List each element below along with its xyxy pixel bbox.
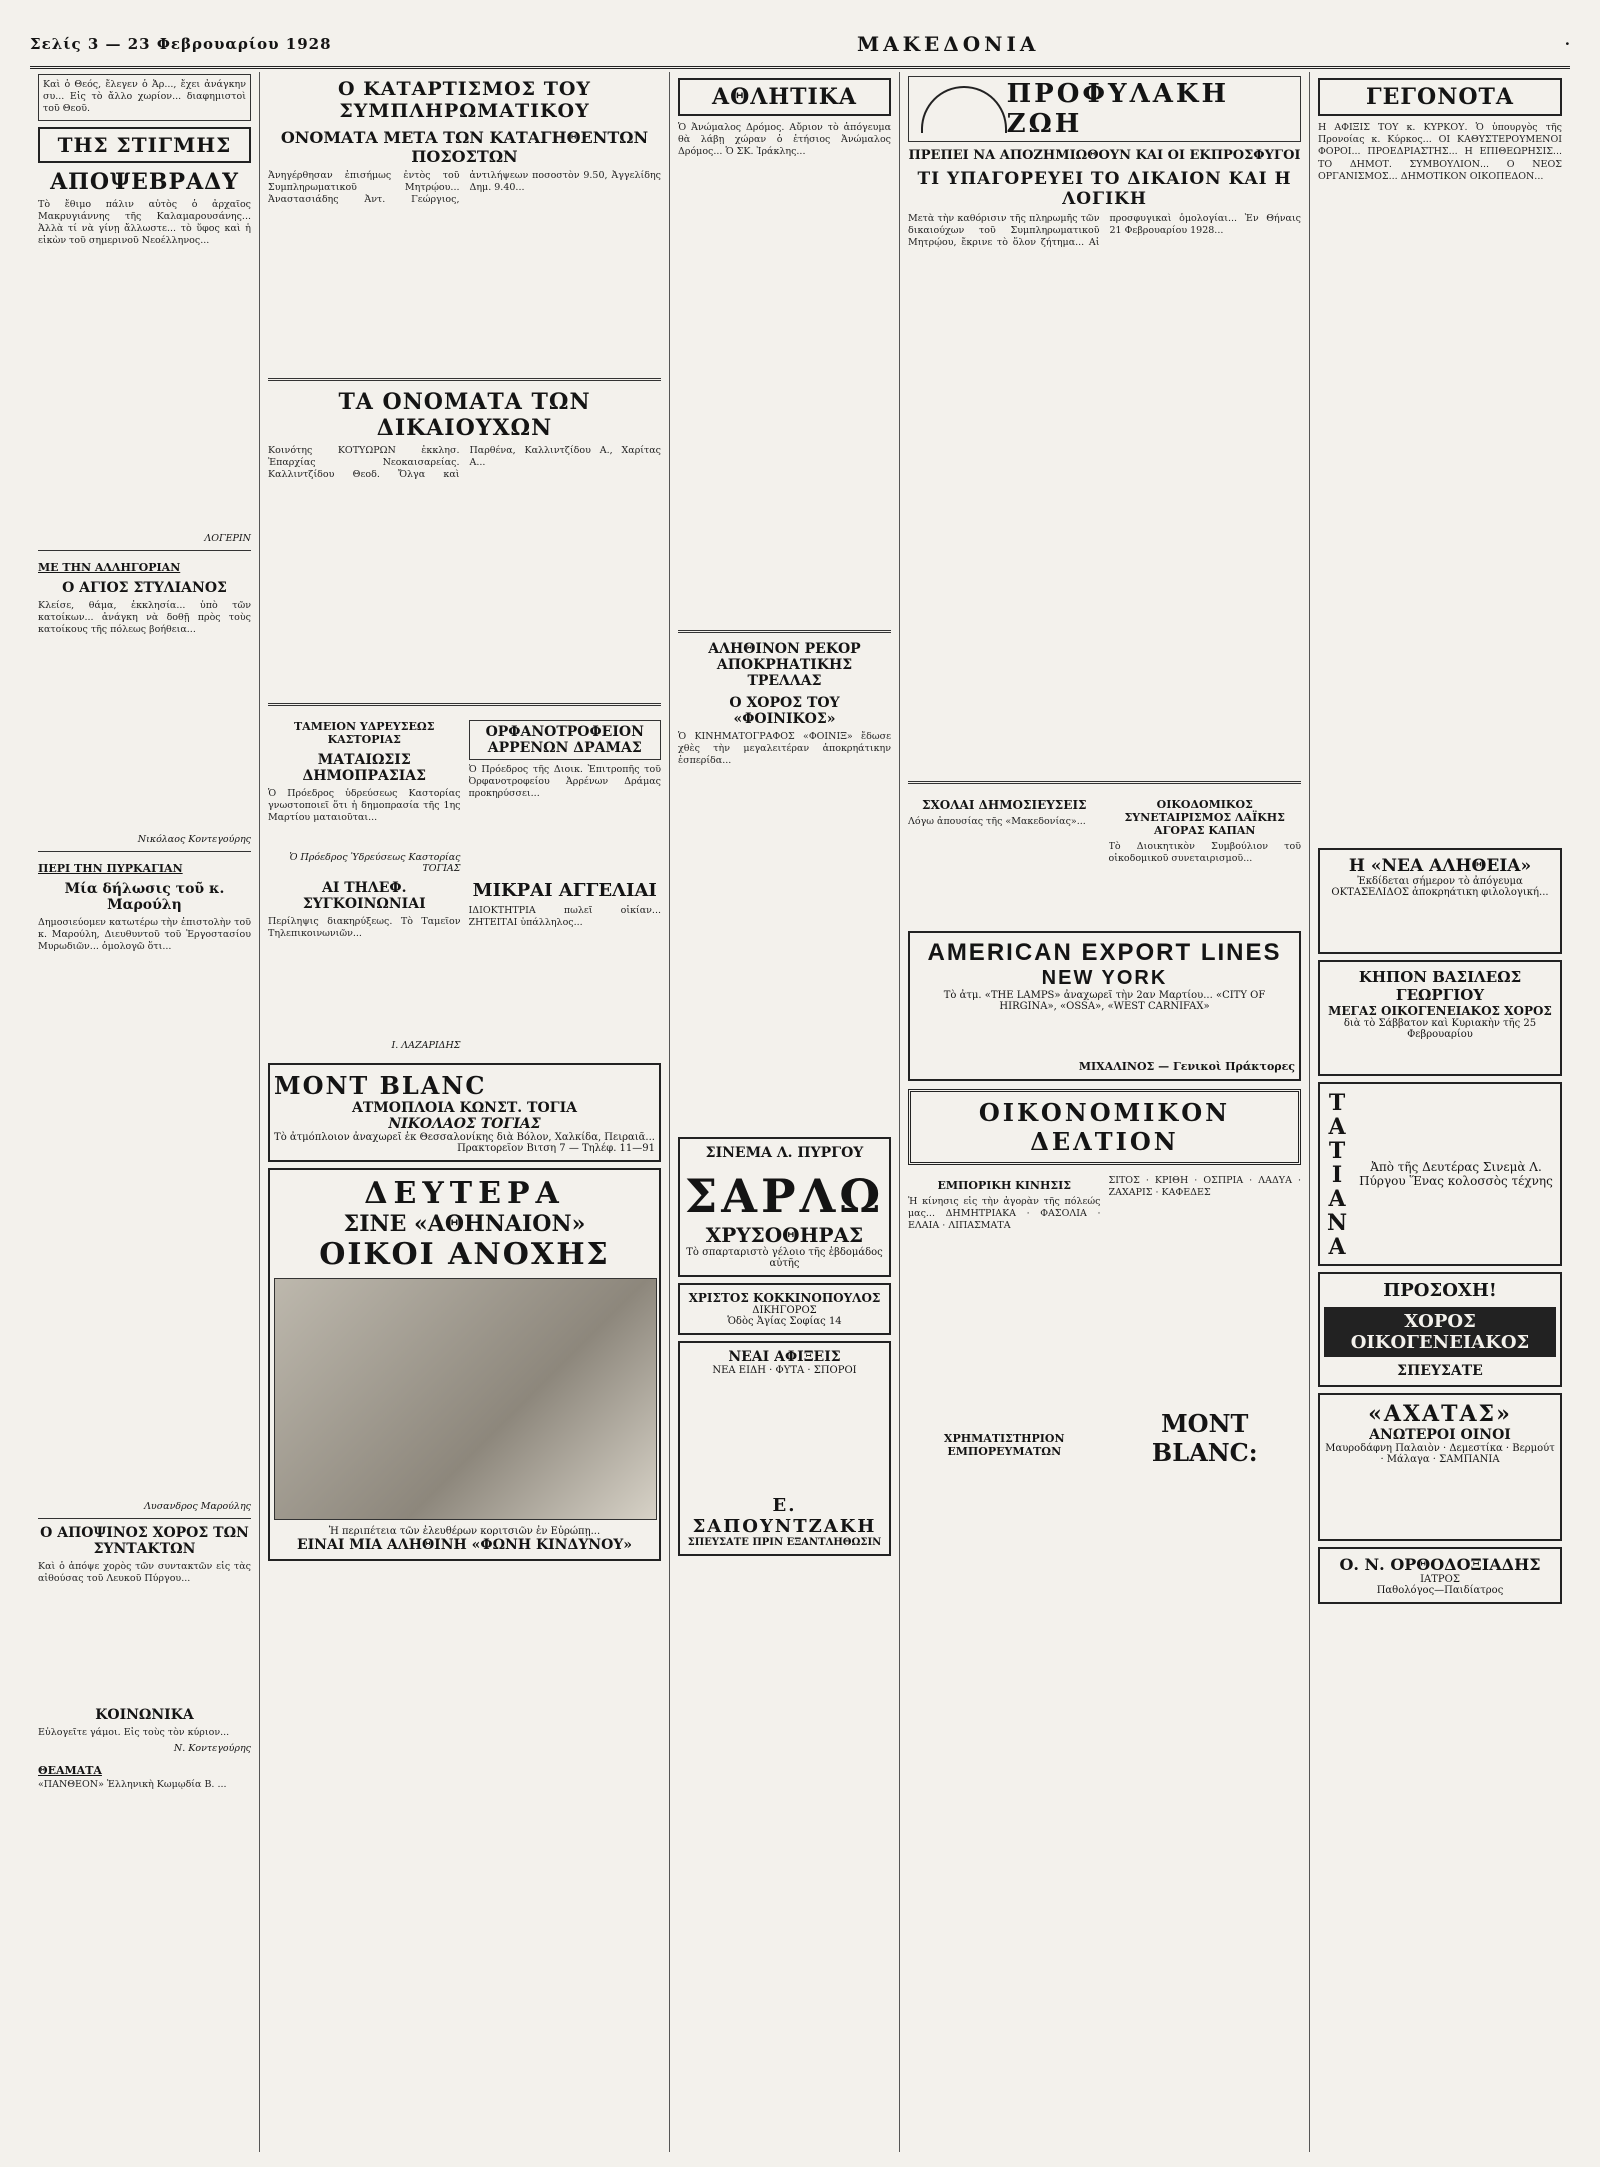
masthead-right: · (1564, 35, 1570, 53)
advertisement-cinema-athinaion (268, 1168, 661, 1561)
article-body: Δημοσιεύομεν κατωτέρω τὴν ἐπιστολὴν τοῦ κ. Μαρούλη, Διευθυντοῦ τοῦ Ἐργοστασίου Μυρωδιῶν... ὁμολογῶ ὅτι... (38, 916, 251, 953)
ad-footer: ΕΙΝΑΙ ΜΙΑ ΑΛΗΘΙΝΗ «ΦΩΝΗ ΚΙΝΔΥΝΟΥ» (296, 1537, 633, 1553)
ad-text: Τὸ σπαρταριστὸ γέλοιο τῆς ἑβδομάδος αὐτῆς (686, 1247, 883, 1269)
news-body: Η ΑΦΙΞΙΣ ΤΟΥ κ. ΚΥΡΚΟΥ. Ὁ ὑπουργὸς τῆς Προνοίας κ. Κύρκος... ΟΙ ΚΑΘΥΣΤΕΡΟΥΜΕΝΟΙ ΦΟΡΟΙ... ΠΡΟΕΔΡΙΑΣΤΗΣ... Η ΕΠΙΘΕΩΡΗΣΙΣ... ΤΟ ΔΗΜΟΤ. ΣΥΜΒΟΥΛΙΟΝ... Ο ΝΕΟΣ ΟΡΓΑΝΙΣΜΟΣ... ΔΗΜΟΤΙΚΟΝ ΟΙΚΟΠΕΔΟΝ... (1318, 122, 1562, 182)
ad-signature: ΜΙΧΑΛΙΝΟΣ — Γενικοὶ Πράκτορες (1078, 1060, 1295, 1073)
section-theamata: ΘΕΑΜΑΤΑ (38, 1763, 102, 1777)
article-body: Κοινότης ΚΟΤΥΩΡΩΝ ἐκκλησ. Ἐπαρχίας Νεοκαισαρείας. Καλλιντζίδου Θεοδ. Ὄλγα καὶ Παρθένα, Καλλιντζίδου Α., Χαρίτας Α... (268, 445, 661, 481)
article-body: Εὐλογεῖτε γάμοι. Εἰς τοὺς τὸν κύριον... (38, 1726, 230, 1738)
article-signature: Νικόλαος Κοντεγούρης (137, 833, 251, 845)
ad-sub: ΧΟΡΟΣ ΟΙΚΟΓΕΝΕΙΑΚΟΣ (1324, 1307, 1556, 1357)
article-body: Τὸ ἔθιμο πάλιν αὐτὸς ὁ ἀρχαῖος Μακρυγιάννης τῆς Καλαμαρουσάνης... Ἀλλὰ τί νὰ γίνῃ ἄλλωστε... τὸ ὕφος καὶ ἡ εἰκὼν τοῦ σημερινοῦ Νεοέλληνος... (38, 198, 251, 247)
banner-profylaki-zoi (908, 76, 1301, 142)
section-athlitika: ΑΘΛΗΤΙΚΑ (678, 78, 891, 116)
article-body: Ἀνηγέρθησαν ἐπισήμως ἐντὸς τοῦ Συμπληρωματικοῦ Μητρῴου... Ἀναστασιάδης Ἀντ. Γεώργιος, ἀντιλήψεων ποσοστὸν 9.50, Ἀγγελίδης Δημ. 9.40... (268, 170, 661, 206)
ad-vertical-title: ΤΑΤΙΑΝΑ (1324, 1090, 1350, 1258)
notice-body: Ὁ Πρόεδρος τῆς Διοικ. Ἐπιτροπῆς τοῦ Ὀρφανοτροφείου Ἀρρένων Δράμας προκηρύσσει... (468, 764, 661, 800)
article-title: Ο ΧΟΡΟΣ ΤΟΥ «ΦΟΙΝΙΚΟΣ» (729, 695, 840, 727)
advertisement-kipos (1318, 960, 1562, 1076)
ad-sub: ΜΕΓΑΣ ΟΙΚΟΓΕΝΕΙΑΚΟΣ ΧΟΡΟΣ (1328, 1004, 1552, 1018)
ad-sub: ΑΝΩΤΕΡΟΙ ΟΙΝΟΙ (1369, 1427, 1511, 1443)
banner-text: ΠΡΟΦΥΛΑΚΗ ΖΩΗ (1006, 79, 1230, 139)
advertisement-nea-alitheia (1318, 848, 1562, 954)
ad-head: ΝΕΑΙ ΑΦΙΞΕΙΣ (728, 1349, 841, 1365)
column-5 (1310, 72, 1570, 2152)
advertisement-lawyer (678, 1283, 891, 1335)
classifieds-body: ΙΔΙΟΚΤΗΤΡΙΑ πωλεῖ οἰκίαν... ΖΗΤΕΙΤΑΙ ὑπάλληλος... (468, 905, 661, 929)
ad-role: ΙΑΤΡΟΣ (1420, 1574, 1460, 1585)
section-body: Ἡ κίνησις εἰς τὴν ἀγορὰν τῆς πόλεώς μας... ΔΗΜΗΤΡΙΑΚΑ · ΦΑΣΟΛΙΑ · ΕΛΑΙΑ · ΛΙΠΑΣΜΑΤΑ (908, 1196, 1101, 1232)
ad-title: ΔΕΥΤΕΡΑ (364, 1176, 565, 1211)
advertisement-tatiana (1318, 1082, 1562, 1266)
ad-text: Ἐκδίδεται σήμερον τὸ ἀπόγευμα ΟΚΤΑΣΕΛΙΔΟΣ ἀποκρηάτικη φιλολογική... (1331, 876, 1549, 898)
article-title: ΤΙ ΥΠΑΓΟΡΕΥΕΙ ΤΟ ΔΙΚΑΙΟΝ ΚΑΙ Η ΛΟΓΙΚΗ (917, 169, 1292, 209)
article-title: ΤΑ ΟΝΟΜΑΤΑ ΤΩΝ ΔΙΚΑΙΟΥΧΩΝ (338, 389, 591, 441)
ad-footer: ΣΠΕΥΣΑΤΕ ΠΡΙΝ ΕΞΑΝΤΛΗΘΩΣΙΝ (687, 1537, 882, 1548)
ad-mont-blanc: MONT BLANC: (1151, 1409, 1258, 1467)
notice-body: Λόγω ἀπουσίας τῆς «Μακεδονίας»... (908, 816, 1086, 827)
newspaper-title: ΜΑΚΕΔΟΝΙΑ (856, 32, 1040, 56)
page-date: Σελίς 3 — 23 Φεβρουαρίου 1928 (30, 35, 332, 53)
ad-head: ΠΡΟΣΟΧΗ! (1383, 1280, 1497, 1301)
article-body: «ΠΑΝΘΕΟΝ» Ἑλληνικὴ Κωμῳδία Β. ... (38, 1778, 227, 1790)
article-title: Μία δήλωσις τοῦ κ. Μαρούλη (64, 880, 225, 913)
article-body: Μετὰ τὴν καθόρισιν τῆς πληρωμῆς τῶν δικαιούχων τοῦ Συμπληρωματικοῦ Μητρῴου, ἔκρινε τὸ ὅλον ζήτημα... Αἱ προσφυγικαὶ ὁμολογίαι... Ἐν Θήναις 21 Φεβρουαρίου 1928... (908, 213, 1301, 249)
article-body: Ὁ Ἀνώμαλος Δρόμος. Αὔριον τὸ ἀπόγευμα θὰ λάβῃ χώραν ὁ ἐτήσιος Ἀνώμαλος Δρόμος... Ὁ ΣΚ. Ἰράκλης... (678, 122, 891, 158)
article-subtitle: ΟΝΟΜΑΤΑ ΜΕΤΑ ΤΩΝ ΚΑΤΑΓΗΘΕΝΤΩΝ ΠΟΣΟΣΤΩΝ (280, 128, 649, 166)
article-signature: Ν. Κοντεγούρης (173, 1742, 251, 1754)
masthead (30, 22, 1570, 69)
notice-title: ΟΡΦΑΝΟΤΡΟΦΕΙΟΝ ΑΡΡΕΝΩΝ ΔΡΑΜΑΣ (469, 720, 662, 760)
article-heading: ΠΕΡΙ ΤΗΝ ΠΥΡΚΑΓΙΑΝ (38, 861, 183, 875)
ad-big: ΣΑΡΛΩ (684, 1169, 885, 1223)
ad-items: ΝΕΑ ΕΙΔΗ · ΦΥΤΑ · ΣΠΟΡΟΙ (712, 1365, 857, 1376)
ad-sub: ΧΡΥΣΟΘΗΡΑΣ (705, 1223, 864, 1247)
article-heading: ΜΕ ΤΗΝ ΑΛΛΗΓΟΡΙΑΝ (38, 560, 181, 574)
film-photo (274, 1278, 657, 1520)
ad-subtitle: ΣΙΝΕ «ΑΘΗΝΑΙΟΝ» (343, 1211, 586, 1237)
ad-text: Μαυροδάφνη Παλαιὸν · Δεμεστίκα · Βερμούτ · Μάλαγα · ΣΑΜΠΑΝΙΑ (1325, 1443, 1555, 1465)
advertisement-mont-blanc (268, 1063, 661, 1162)
ad-caption: Ἡ περιπέτεια τῶν ἐλευθέρων κοριτσιῶν ἐν Εὐρώπῃ... (328, 1526, 601, 1537)
notice-heading: ΤΑΜΕΙΟΝ ΥΔΡΕΥΣΕΩΣ ΚΑΣΤΟΡΙΑΣ (293, 720, 435, 746)
column-2 (260, 72, 670, 2152)
article-body: Ὁ ΚΙΝΗΜΑΤΟΓΡΑΦΟΣ «ΦΟΙΝΙΞ» ἔδωσε χθὲς τὴν μεγαλειτέραν ἀποκρηάτικην ἑσπερίδα... (678, 731, 891, 767)
notice-body: Τὸ Διοικητικὸν Συμβούλιον τοῦ οἰκοδομικοῦ συνεταιρισμοῦ... (1108, 841, 1301, 865)
advertisement-achatas (1318, 1393, 1562, 1541)
article-heading: ΑΛΗΘΙΝΟΝ ΡΕΚΟΡ ΑΠΟΚΡΗΑΤΙΚΗΣ ΤΡΕΛΛΑΣ (708, 641, 861, 689)
ad-name: Ο. Ν. ΟΡΘΟΔΟΞΙΑΔΗΣ (1339, 1555, 1541, 1574)
article-title: Ο ΚΑΤΑΡΤΙΣΜΟΣ ΤΟΥ ΣΥΜΠΛΗΡΩΜΑΤΙΚΟΥ (338, 78, 591, 122)
ad-text: Τὸ ἀτμόπλοιον ἀναχωρεῖ ἐκ Θεσσαλονίκης διὰ Βόλον, Χαλκίδα, Πειραιᾶ... (274, 1132, 655, 1143)
article-body: Κλείσε, θάμα, ἐκκλησία... ὑπὸ τῶν κατοίκων... ἀνάγκη νὰ δοθῇ πρὸς τοὺς κατοίκους τῆς πόλεως βοήθεια... (38, 599, 251, 636)
section-koinonika: ΚΟΙΝΩΝΙΚΑ (95, 1706, 194, 1723)
advertisement-prosochi (1318, 1272, 1562, 1387)
section-subhead: ΕΜΠΟΡΙΚΗ ΚΙΝΗΣΙΣ (937, 1179, 1072, 1192)
ad-text: Ἀπὸ τῆς Δευτέρας Σινεμὰ Λ. Πύργου Ἕνας κολοσσὸς τέχνης (1359, 1160, 1553, 1188)
ad-text: Παθολόγος—Παιδίατρος (1376, 1585, 1504, 1596)
article-title: Ο ΑΠΟΨΙΝΟΣ ΧΟΡΟΣ ΤΩΝ ΣΥΝΤΑΚΤΩΝ (40, 1524, 249, 1557)
ad-head: «ΑΧΑΤΑΣ» (1368, 1401, 1512, 1427)
advertisement-doctor (1318, 1547, 1562, 1604)
classifieds-title: ΜΙΚΡΑΙ ΑΓΓΕΛΙΑΙ (472, 880, 657, 901)
ad-signature: Πρακτορεῖον Βιτση 7 — Τηλέφ. 11—91 (457, 1143, 655, 1154)
article-heading: ΠΡΕΠΕΙ ΝΑ ΑΠΟΖΗΜΙΩΘΟΥΝ ΚΑΙ ΟΙ ΕΚΠΡΟΣΦΥΓΟΙ (908, 148, 1301, 163)
article-title-apopsevradi: ΑΠΟΨΕΒΡΑΔΥ (50, 168, 239, 195)
ad-name: ΧΡΙΣΤΟΣ ΚΟΚΚΙΝΟΠΟΥΛΟΣ (688, 1291, 881, 1305)
ad-subtitle: NEW YORK (1041, 967, 1168, 989)
column-4 (900, 72, 1310, 2152)
ad-film-title: ΟΙΚΟΙ ΑΝΟΧΗΣ (319, 1237, 610, 1272)
notice-title: ΜΑΤΑΙΩΣΙΣ ΔΗΜΟΠΡΑΣΙΑΣ (302, 752, 427, 784)
ad-text: Ὁδὸς Ἀγίας Σοφίας 14 (727, 1316, 842, 1327)
notice-title: ΟΙΚΟΔΟΜΙΚΟΣ ΣΥΝΕΤΑΙΡΙΣΜΟΣ ΛΑΪΚΗΣ ΑΓΟΡΑΣ ΚΑΠΑΝ (1124, 798, 1285, 837)
sunrise-icon (921, 86, 1007, 133)
advertisement-american-export (908, 931, 1301, 1081)
section-gegonota: ΓΕΓΟΝΟΤΑ (1318, 78, 1562, 116)
ad-footer: ΣΠΕΥΣΑΤΕ (1397, 1363, 1483, 1379)
ad-title: AMERICAN EXPORT LINES (927, 939, 1282, 966)
notice-signature: Ὁ Πρόεδρος Ὑδρεύσεως Καστορίας ΤΟΓΙΑΣ (289, 852, 461, 874)
ad-text: Τὸ ἀτμ. «THE LAMPS» ἀναχωρεῖ τὴν 2αν Μαρτίου... «CITY OF HIRGINA», «OSSA», «WEST CARNIFAX» (943, 990, 1266, 1012)
ad-head: Η «ΝΕΑ ΑΛΗΘΕΙΑ» (1348, 856, 1532, 876)
column-3 (670, 72, 900, 2152)
ad-title: MONT BLANC (274, 1071, 487, 1100)
section-tis-stigmis: ΤΗΣ ΣΤΙΓΜΗΣ (38, 127, 251, 163)
column-1 (30, 72, 260, 2152)
ad-name: Ε. ΣΑΠΟΥΝΤΖΑΚΗ (692, 1495, 877, 1537)
notice-body: Ὁ Πρόεδρος ὑδρεύσεως Καστορίας γνωστοποιεῖ ὅτι ἡ δημοπρασία τῆς 1ης Μαρτίου ματαιοῦται... (268, 788, 461, 824)
article-title: Ο ΑΓΙΟΣ ΣΤΥΛΙΑΝΟΣ (62, 579, 227, 596)
article-signature: Λυσανδρος Μαρούλης (144, 1500, 251, 1512)
article-signature: ΛΟΓΕΡΙΝ (204, 532, 251, 544)
section-subhead: ΧΡΗΜΑΤΙΣΤΗΡΙΟΝ ΕΜΠΟΡΕΥΜΑΤΩΝ (943, 1432, 1065, 1458)
section-oikonomikon-deltion: ΟΙΚΟΝΟΜΙΚΟΝ ΔΕΛΤΙΟΝ (908, 1089, 1301, 1165)
notice-title: ΑΙ ΤΗΛΕΦ. ΣΥΓΚΟΙΝΩΝΙΑΙ (302, 880, 426, 912)
article-body: Καὶ ὁ ἀπόψε χορὸς τῶν συντακτῶν εἰς τὰς αἰθούσας τοῦ Λευκοῦ Πύργου... (38, 1560, 251, 1584)
notice-body: Περίληψις διακηρύξεως. Τὸ Ταμεῖον Τηλεπικοινωνιῶν... (268, 916, 461, 940)
notice-signature: Ι. ΛΑΖΑΡΙΔΗΣ (391, 1040, 461, 1051)
ad-head: ΣΙΝΕΜΑ Λ. ΠΥΡΓΟΥ (705, 1145, 864, 1161)
section-body: ΣΙΤΟΣ · ΚΡΙΘΗ · ΟΣΠΡΙΑ · ΛΑΔΥΑ · ΖΑΧΑΡΙΣ · ΚΑΦΕΔΕΣ (1108, 1175, 1301, 1199)
advertisement-sapountzaki (678, 1341, 891, 1556)
ad-line: ΑΤΜΟΠΛΟΙΑ ΚΩΝΣΤ. ΤΟΓΙΑ (352, 1100, 577, 1116)
ad-head: ΚΗΠΟΝ ΒΑΣΙΛΕΩΣ ΓΕΩΡΓΙΟΥ (1358, 968, 1522, 1004)
ad-text: διὰ τὸ Σάββατον καὶ Κυριακὴν τῆς 25 Φεβρουαρίου (1343, 1018, 1537, 1040)
ad-ship: ΝΙΚΟΛΑΟΣ ΤΟΓΙΑΣ (388, 1116, 541, 1132)
ad-role: ΔΙΚΗΓΟΡΟΣ (752, 1305, 817, 1316)
quote-box: Καὶ ὁ Θεός, ἔλεγεν ὁ Ἀρ..., ἔχει ἀνάγκην συ... Εἰς τὸ ἄλλο χωρίον... διαφημιστοὶ τοῦ Θεοῦ. (38, 74, 251, 121)
notice-title: ΣΧΟΛΑΙ ΔΗΜΟΣΙΕΥΣΕΙΣ (921, 798, 1087, 812)
advertisement-sarlo (678, 1137, 891, 1277)
